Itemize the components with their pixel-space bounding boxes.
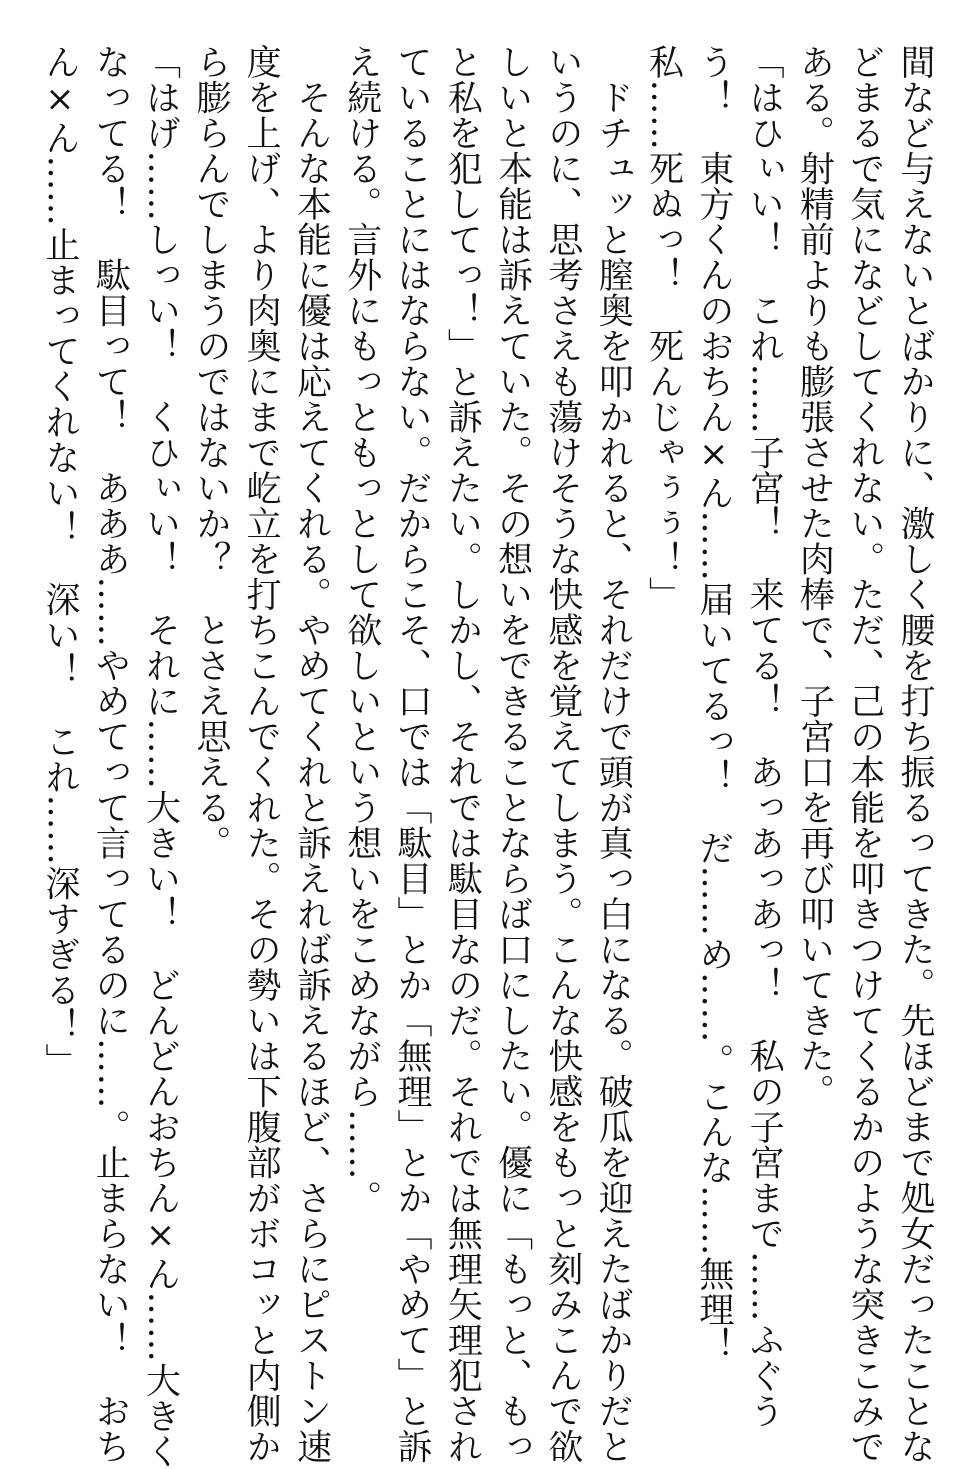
text-line: どまるで気になどしてくれない。ただ、己の本能を叩きつけてくるかのような突きこみで	[844, 44, 885, 1464]
text-line: 度を上げ、より肉奥にまで屹立を打ちこんでくれた。その勢いは下腹部がボコッと内側か	[241, 44, 282, 1464]
text-line: う！ 東方くんのおちん×ん……届いてるっ！ だ……め……。こんな……無理！	[693, 44, 734, 1363]
text-line: ん×ん……止まってくれない！ 深い！ これ……深すぎる！」	[39, 44, 80, 1079]
text-line: 「はげ……しっい！ くひぃい！ それに……大きい！ どんどんおちん×ん……大きく	[140, 44, 181, 1469]
text-line: 間など与えないとばかりに、激しく腰を打ち振るってきた。先ほどまで処女だったことな	[895, 44, 935, 1464]
vertical-text-body	[35, 44, 940, 1469]
text-line: と私を犯してっ！」と訴えたい。しかし、それでは駄目なのだ。それでは無理矢理犯され	[442, 44, 483, 1464]
text-line: ある。射精前よりも膨張させた肉棒で、子宮口を再び叩いてきた。	[794, 44, 835, 1109]
text-line: ドチュッと膣奥を叩かれると、それだけで頭が真っ白になる。破瓜を迎えたばかりだと	[593, 44, 634, 1464]
text-line: ら膨らんでしまうのではないか？ とさえ思える。	[190, 44, 231, 861]
text-line: え続ける。言外にもっともっとして欲しいという想いをこめながら……。	[341, 44, 382, 1216]
text-line: いうのに、思考さえも蕩けそうな快感を覚えてしまう。こんな快感をもっと刻みこんで欲	[542, 44, 583, 1464]
text-line: 「はひぃい！ これ……子宮！ 来てる！ あっあっあっ！ 私の子宮まで……ふぐう	[744, 44, 785, 1429]
text-line: ていることにはならない。だからこそ、口では「駄目」とか「無理」とか「やめて」と訴	[392, 44, 433, 1464]
text-line: しいと本能は訴えていた。その想いをできることならば口にしたい。優に「もっと、もっ	[492, 44, 533, 1464]
text-line: 私……死ぬっ！ 死んじゃぅぅ！」	[643, 44, 684, 612]
text-line: なってる！ 駄目って！ あああ……やめてって言ってるのに……。止まらない！ おち	[90, 44, 131, 1464]
text-line: そんな本能に優は応えてくれる。やめてくれと訴えれば訴えるほど、さらにピストン速	[291, 44, 332, 1464]
